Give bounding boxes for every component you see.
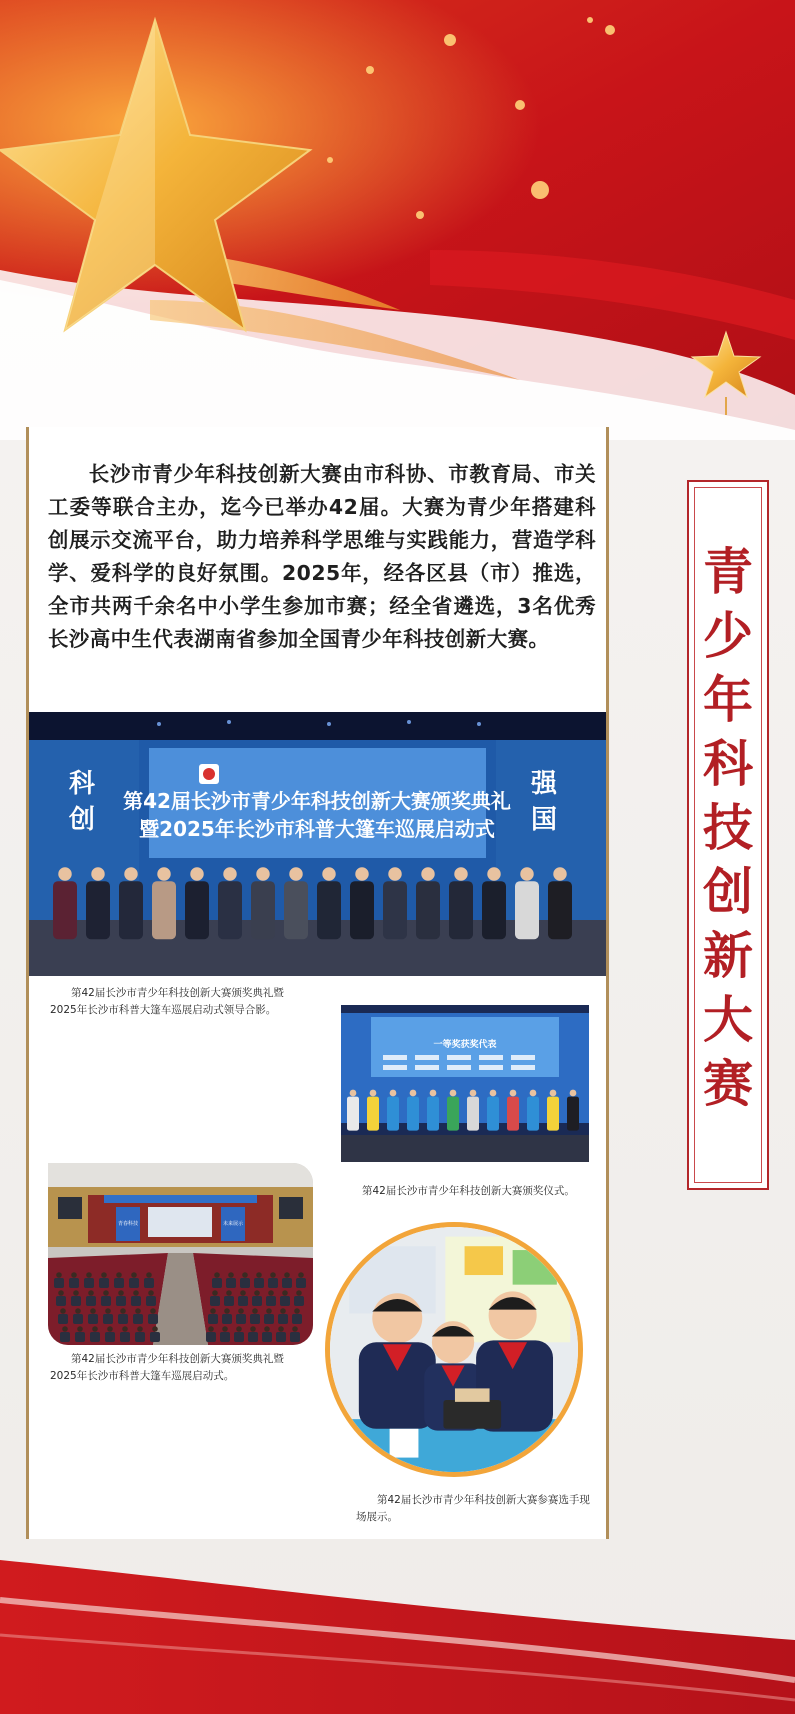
screen-title-line2: 暨2025年长沙市科普大篷车巡展启动式 (139, 817, 495, 841)
group-photo (29, 712, 606, 976)
title-char: 创 (703, 862, 753, 921)
title-char: 技 (703, 798, 753, 857)
top-banner (0, 0, 795, 440)
title-char: 科 (703, 734, 753, 793)
intro-paragraph: 长沙市青少年科技创新大赛由市科协、市教育局、市关工委等联合主办，迄今已举办42届。大赛为青少年搭建科创展示交流平台，助力培养科学思维与实践能力，营造学科学、爱科学的良好氛围。2025年，经各区县（市）推选，全市共两千余名中小学生参加市赛；经全省遴选，3名优秀长沙高中生代表湖南省参加全国青少年科技创新大赛。 (48, 462, 596, 651)
title-char: 赛 (703, 1054, 753, 1113)
page-title (687, 540, 769, 1116)
award-ceremony-photo (341, 1005, 589, 1162)
students-caption: 第42届长沙市青少年科技创新大赛参赛选手现场展示。 (356, 1494, 590, 1523)
title-char: 新 (703, 926, 753, 985)
title-char: 青 (703, 542, 753, 601)
side-sign-left-2: 创 (69, 805, 96, 835)
side-sign-left-1: 科 (69, 769, 96, 799)
auditorium-banner-right: 未来展示 (222, 1221, 244, 1227)
title-char: 年 (703, 670, 753, 729)
screen-title-line1: 第42届长沙市青少年科技创新大赛颁奖典礼 (123, 789, 511, 813)
group-photo-caption: 第42届长沙市青少年科技创新大赛颁奖典礼暨2025年长沙市科普大篷车巡展启动式领导合影。 (50, 987, 284, 1016)
auditorium-banner-left: 青春科技 (117, 1221, 139, 1227)
auditorium-photo (48, 1163, 313, 1345)
award-screen-title: 一等奖获奖代表 (433, 1040, 497, 1050)
side-sign-right-1: 强 (531, 769, 558, 799)
title-char: 少 (703, 606, 753, 665)
title-char: 大 (703, 990, 753, 1049)
side-sign-right-2: 国 (531, 805, 558, 835)
auditorium-caption: 第42届长沙市青少年科技创新大赛颁奖典礼暨2025年长沙市科普大篷车巡展启动式。 (50, 1353, 284, 1382)
students-photo (325, 1222, 583, 1477)
bottom-banner (0, 1540, 795, 1714)
award-ceremony-caption: 第42届长沙市青少年科技创新大赛颁奖仪式。 (362, 1185, 575, 1197)
